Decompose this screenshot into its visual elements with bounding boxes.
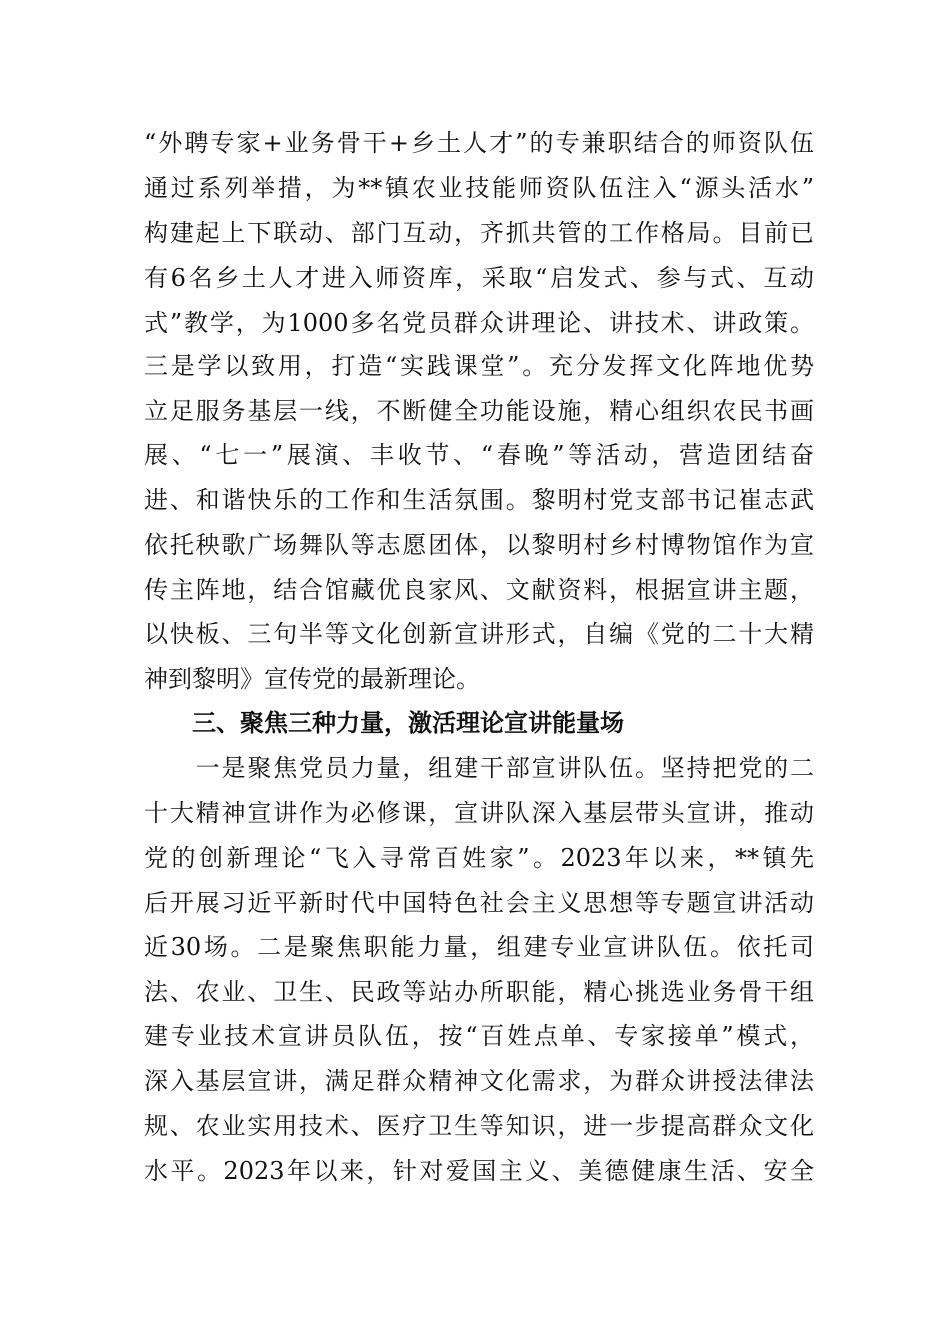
text-line: 构建起上下联动、部门互动，齐抓共管的工作格局。目前已 [144,219,814,247]
text-line: 法、农业、卫生、民政等站办所职能，精心挑选业务骨干组 [144,978,814,1006]
text-line: 规、农业实用技术、医疗卫生等知识，进一步提高群众文化 [144,1112,814,1140]
text-line: 传主阵地，结合馆藏优良家风、文献资料，根据宣讲主题， [144,576,814,604]
text-line: 深入基层宣讲，满足群众精神文化需求，为群众讲授法律法 [144,1067,814,1095]
text-line: “外聘专家+业务骨干+乡土人才”的专兼职结合的师资队伍 [144,129,814,157]
text-line: 有6名乡土人才进入师资库，采取“启发式、参与式、互动 [144,264,814,292]
text-line: 依托秧歌广场舞队等志愿团体，以黎明村乡村博物馆作为宣 [144,531,814,559]
text-line: 展、“七一”展演、丰收节、“春晚”等活动，营造团结奋 [144,441,814,469]
section-heading: 三、聚焦三种力量，激活理论宣讲能量场 [192,709,624,737]
text-line: 近30场。二是聚焦职能力量，组建专业宣讲队伍。依托司 [144,933,814,961]
text-line: 党的创新理论“飞入寻常百姓家”。2023年以来，**镇先 [144,844,814,872]
text-line: 十大精神宣讲作为必修课，宣讲队深入基层带头宣讲，推动 [144,799,814,827]
text-line: 通过系列举措，为**镇农业技能师资队伍注入“源头活水” [144,174,814,202]
text-line: 建专业技术宣讲员队伍，按“百姓点单、专家接单”模式， [144,1022,814,1050]
text-line: 三是学以致用，打造“实践课堂”。充分发挥文化阵地优势 [144,352,814,380]
text-line: 水平。2023年以来，针对爱国主义、美德健康生活、安全 [144,1157,814,1185]
text-line: 以快板、三句半等文化创新宣讲形式，自编《党的二十大精 [144,620,814,648]
text-line: 一是聚焦党员力量，组建干部宣讲队伍。坚持把党的二 [144,754,814,782]
text-line: 后开展习近平新时代中国特色社会主义思想等专题宣讲活动 [144,889,814,917]
text-line: 式”教学，为1000多名党员群众讲理论、讲技术、讲政策。 [144,309,814,337]
text-line: 进、和谐快乐的工作和生活氛围。黎明村党支部书记崔志武 [144,486,814,514]
text-line: 立足服务基层一线，不断健全功能设施，精心组织农民书画 [144,397,814,425]
text-line: 神到黎明》宣传党的最新理论。 [144,665,480,693]
